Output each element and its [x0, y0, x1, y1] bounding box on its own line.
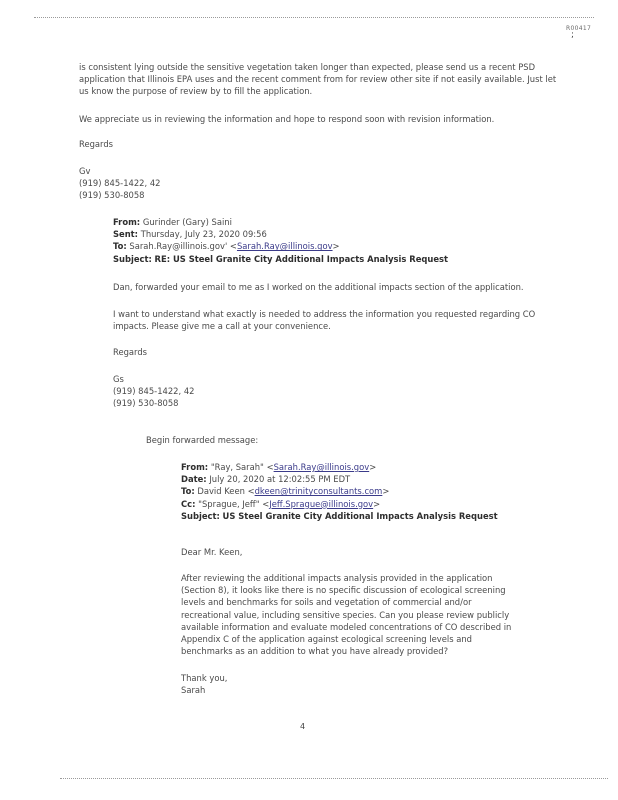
fwd-cc-link[interactable]: Jeff.Sprague@illinois.gov: [269, 498, 374, 509]
fwd-to: To: David Keen <dkeen@trinityconsultants.com>: [181, 486, 390, 497]
sig-phone: (919) 845-1422, 42: [79, 178, 161, 189]
fwd-subject: Subject: US Steel Granite City Additional Impacts Analysis Request: [181, 510, 498, 521]
corner-mark: ;: [571, 30, 575, 40]
fwd-body-line: (Section 8), it looks like there is no specific discussion of ecological screening: [181, 585, 506, 596]
forwarded-header: [181, 461, 498, 522]
fwd-body-line: After reviewing the additional impacts analysis provided in the application: [181, 573, 493, 583]
email1-subject: Subject: RE: US Steel Granite City Additional Impacts Analysis Request: [113, 253, 449, 264]
intro-appreciation: We appreciate us in reviewing the information and hope to respond soon with revision information.: [79, 114, 495, 124]
email1-body2: I want to understand what exactly is needed to address the information you requested regarding CO impacts. Please give me a call at your convenience.: [113, 309, 536, 332]
email1-sent: Sent: Thursday, July 23, 2020 09:56: [113, 229, 267, 240]
fwd-body-line: available information and evaluate modeled concentrations of CO described in: [181, 621, 512, 632]
sig-phone: (919) 530-8058: [113, 398, 179, 409]
sig-phone: (919) 845-1422, 42: [113, 386, 195, 397]
fwd-body-line: benchmarks as an addition to what you have already provided?: [181, 646, 449, 657]
fwd-from-link[interactable]: Sarah.Ray@illinois.gov: [273, 462, 370, 472]
intro-paragraph: [79, 61, 556, 98]
fwd-closing: Thank you, Sarah: [181, 673, 228, 696]
fwd-body-line: recreational value, including sensitive species. Can you please review publicly: [181, 609, 510, 620]
fwd-body-line: levels and benchmarks for soils and vegetation of commercial and/or: [181, 597, 472, 608]
fwd-body: [181, 572, 511, 657]
sig-name: Gv: [79, 166, 91, 176]
forwarded-label: Begin forwarded message:: [146, 435, 259, 445]
email1-body1: Dan, forwarded your email to me as I worked on the additional impacts section of the application.: [113, 282, 524, 292]
intro-signature: [79, 165, 161, 202]
intro-regards: Regards: [79, 139, 114, 149]
bates-stamp: R00417: [566, 25, 592, 32]
intro-line: is consistent lying outside the sensitive vegetation taken longer than expected, please send us a recent PSD: [79, 62, 536, 72]
fwd-cc: Cc: "Sprague, Jeff" <Jeff.Sprague@illinois.gov>: [181, 498, 381, 509]
email1-to: To: Sarah.Ray@illinois.gov' <Sarah.Ray@illinois.gov>: [113, 241, 340, 252]
email1-regards: Regards: [113, 347, 148, 357]
email1-header: [113, 216, 448, 265]
email1-signature: [113, 373, 195, 410]
scan-border-bottom: [60, 778, 608, 779]
email1-to-link[interactable]: Sarah.Ray@illinois.gov: [236, 241, 333, 252]
fwd-to-link[interactable]: dkeen@trinityconsultants.com: [254, 486, 383, 497]
fwd-date: Date: July 20, 2020 at 12:02:55 PM EDT: [181, 474, 351, 485]
scan-border-top: [34, 17, 594, 18]
fwd-body-line: Appendix C of the application against ecological screening levels and: [181, 633, 472, 644]
email1-from: From: Gurinder (Gary) Saini: [113, 217, 232, 227]
intro-line: application that Illinois EPA uses and the recent comment from for review other site if not easily available. Just let: [79, 74, 557, 85]
sig-name: Gs: [113, 374, 124, 384]
intro-line: us know the purpose of review by to fill the application.: [79, 86, 313, 97]
fwd-from: From: "Ray, Sarah" <Sarah.Ray@illinois.gov>: [181, 462, 377, 472]
page-number: 4: [300, 722, 306, 731]
sig-phone: (919) 530-8058: [79, 190, 145, 201]
fwd-greeting: Dear Mr. Keen,: [181, 547, 243, 557]
